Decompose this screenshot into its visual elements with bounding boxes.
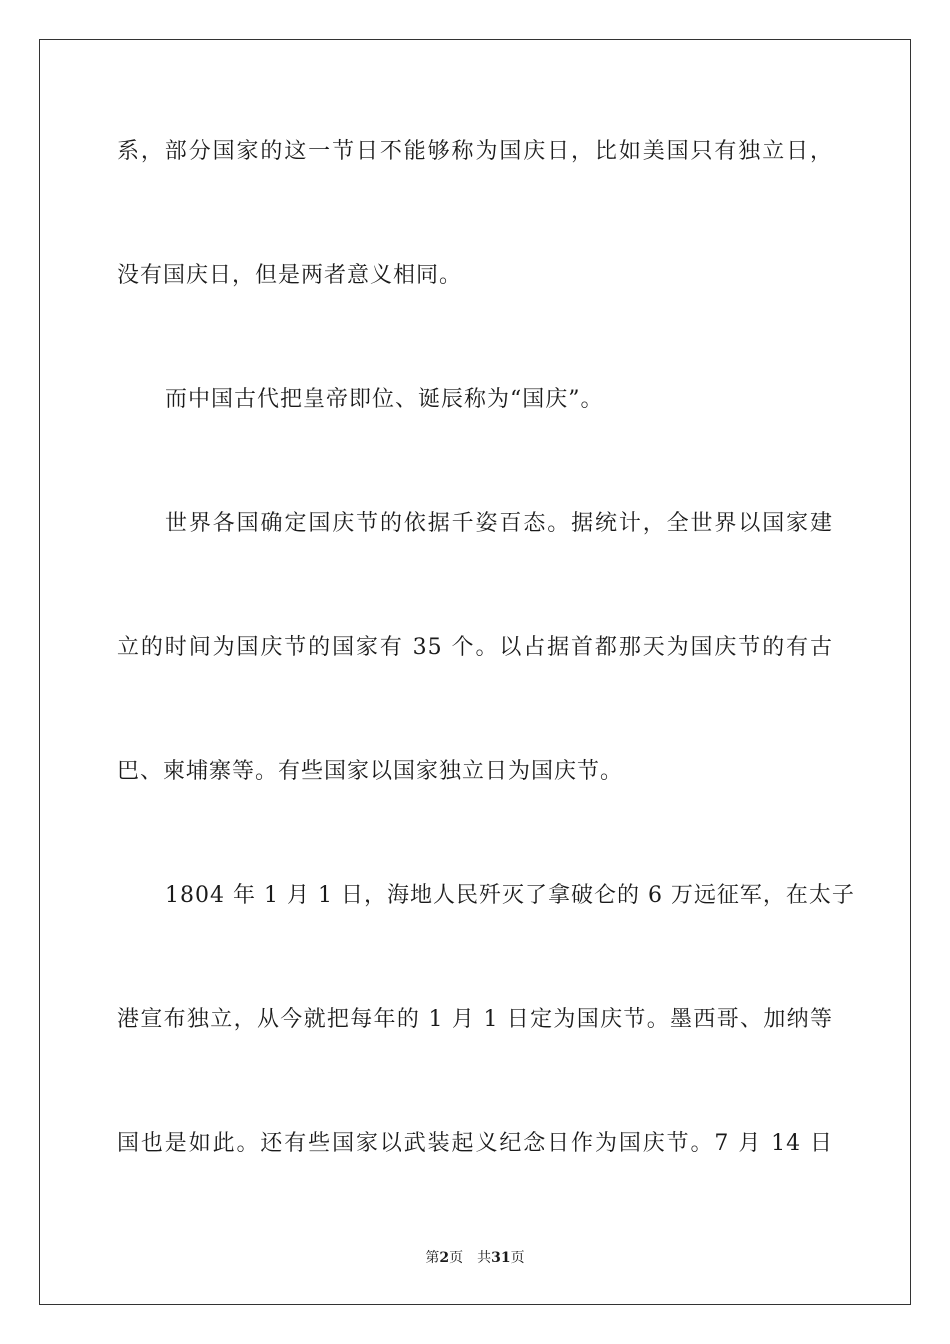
- paragraph-line: 巴、柬埔寨等。有些国家以国家独立日为国庆节。: [117, 759, 624, 784]
- page-border: [39, 39, 911, 1305]
- page-footer: [0, 1248, 950, 1268]
- total-prefix: 共: [477, 1250, 492, 1266]
- paragraph-line: 而中国古代把皇帝即位、诞辰称为“国庆”。: [165, 387, 604, 412]
- paragraph-line: 立的时间为国庆节的国家有 35 个。以占据首都那天为国庆节的有古: [117, 635, 833, 660]
- paragraph-line: 世界各国确定国庆节的依据千姿百态。据统计，全世界以国家建: [165, 511, 833, 536]
- page-prefix: 第: [425, 1250, 440, 1266]
- paragraph-line: 没有国庆日，但是两者意义相同。: [117, 263, 463, 288]
- paragraph-line: 国也是如此。还有些国家以武装起义纪念日作为国庆节。7 月 14 日: [117, 1131, 833, 1156]
- total-suffix: 页: [510, 1250, 525, 1266]
- page-number: 2: [439, 1250, 450, 1266]
- paragraph-line: 系，部分国家的这一节日不能够称为国庆日，比如美国只有独立日，: [117, 139, 833, 164]
- paragraph-line: 港宣布独立，从今就把每年的 1 月 1 日定为国庆节。墨西哥、加纳等: [117, 1007, 833, 1032]
- paragraph-line: 1804 年 1 月 1 日，海地人民歼灭了拿破仑的 6 万远征军，在太子: [165, 883, 855, 908]
- page-suffix: 页: [449, 1250, 464, 1266]
- total-pages: 31: [491, 1250, 511, 1266]
